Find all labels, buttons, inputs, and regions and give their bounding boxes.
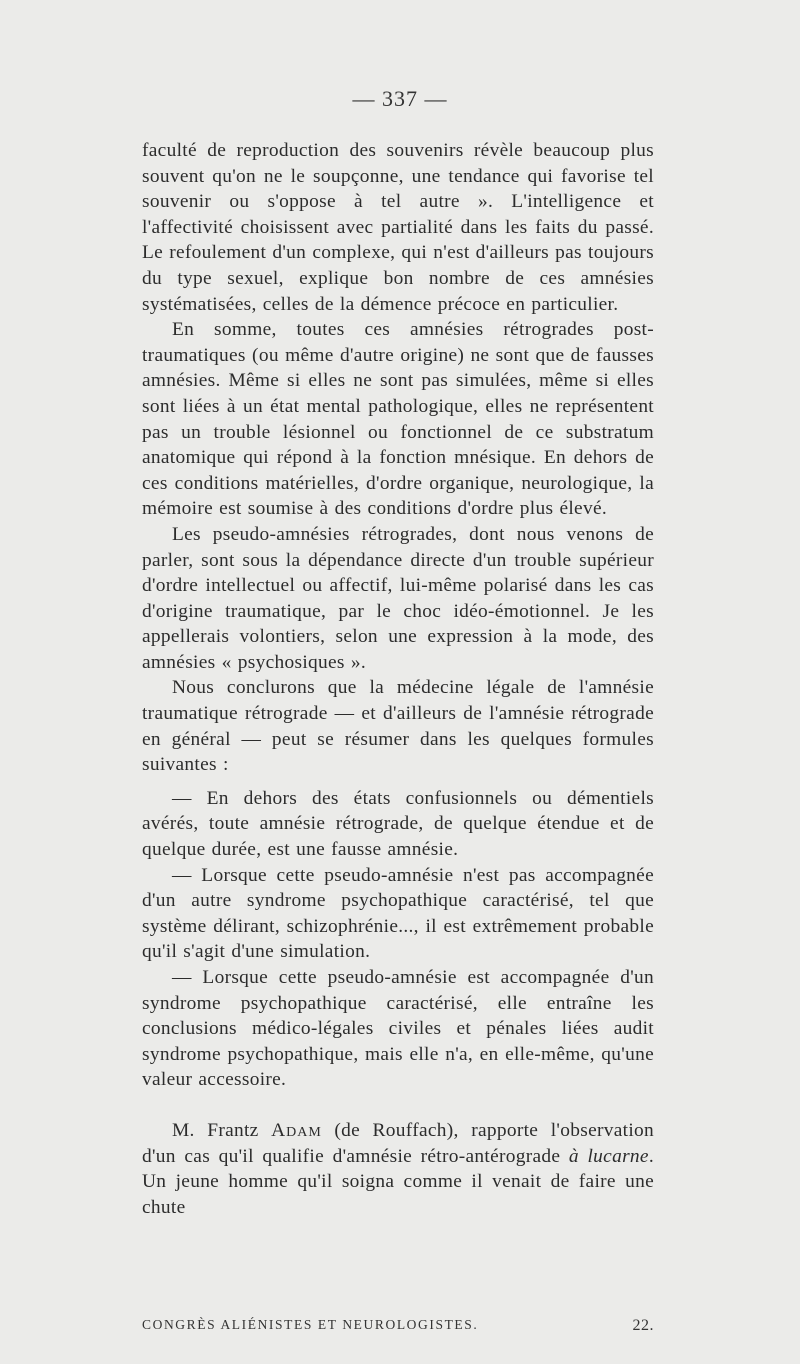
paragraph-8: [142, 1118, 654, 1220]
body-text: [142, 138, 654, 1220]
footer-sheet-number: 22.: [632, 1317, 654, 1334]
page-footer: [142, 1317, 654, 1335]
paragraph-5: — En dehors des états confusionnels ou démentiels avérés, toute amnésie rétrograde, de quelque étendue et de quelque durée, est une fausse amnésie.: [142, 787, 654, 861]
footer-signature: CONGRÈS ALIÉNISTES ET NEUROLOGISTES.: [142, 1317, 479, 1332]
author-name: Adam: [271, 1119, 322, 1141]
italic-term: à lucarne: [568, 1145, 649, 1167]
paragraph-8-end: . Un jeune homme qu'il soigna comme il venait de faire une chute: [142, 1145, 654, 1218]
paragraph-3: Les pseudo-amnésies rétrogrades, dont nous venons de parler, sont sous la dépendance directe d'un trouble supérieur d'ordre intellectuel ou affectif, lui-même polarisé dans les cas d'origine traumatique, par le choc idéo-émotionnel. Je les appellerais volontiers, selon une expression à la mode, des amnésies « psychosiques ».: [142, 523, 654, 673]
paragraph-4: Nous conclurons que la médecine légale de l'amnésie traumatique rétrograde — et d'ailleurs de l'amnésie rétrograde en général — peut se résumer dans les quelques formules suivantes :: [142, 677, 654, 776]
paragraph-1: faculté de reproduction des souvenirs révèle beaucoup plus souvent qu'on ne le soupçonne, une tendance qui favorise tel souvenir ou s'oppose à tel autre ». L'intelligence et l'affectivité choisissent avec partialité dans les faits du passé. Le refoulement d'un complexe, qui n'est d'ailleurs pas toujours du type sexuel, explique bon nombre de ces amnésies systématisées, celles de la démence précoce en particulier.: [142, 140, 654, 315]
paragraph-6: — Lorsque cette pseudo-amnésie n'est pas accompagnée d'un autre syndrome psychopathique caractérisé, tel que système délirant, schizophrénie..., il est extrêmement probable qu'il s'agit d'une simulation.: [142, 864, 654, 963]
paragraph-2: En somme, toutes ces amnésies rétrogrades post-traumatiques (ou même d'autre origine) ne sont que de fausses amnésies. Même si elles ne sont pas simulées, même si elles sont liées à un état mental pathologique, elles ne représentent pas un trouble lésionnel ou fonctionnel de ce substratum anatomique qui répond à la fonction mnésique. En dehors de ces conditions matérielles, d'ordre organique, neurologique, la mémoire est soumise à des conditions d'ordre plus élevé.: [142, 319, 654, 520]
page-number: — 337 —: [352, 86, 448, 111]
paragraph-7: — Lorsque cette pseudo-amnésie est accompagnée d'un syndrome psychopathique caractérisé, elle entraîne les conclusions médico-légales civiles et pénales liées audit syndrome psychopathique, mais elle n'a, en elle-même, qu'une valeur accessoire.: [142, 967, 654, 1091]
paragraph-8-mid: (de Rouffach), rapporte l'observation d'un cas qu'il qualifie d'amnésie rétro-antérograde: [142, 1119, 654, 1167]
paragraph-8-start: M. Frantz: [172, 1119, 272, 1141]
